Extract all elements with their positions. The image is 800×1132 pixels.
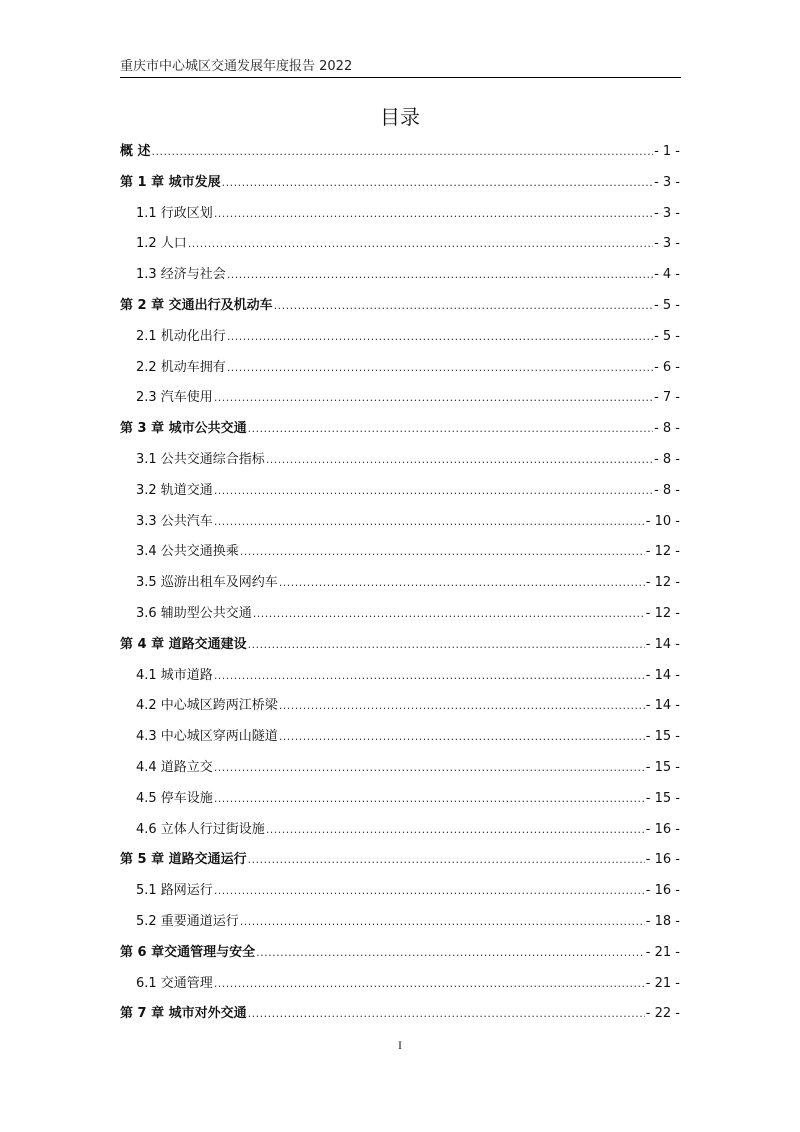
toc-entry-page: - 5 - xyxy=(654,328,680,344)
toc-chapter-entry[interactable] xyxy=(120,173,680,204)
toc-section-entry[interactable] xyxy=(120,727,680,758)
dot-leader xyxy=(248,850,645,870)
toc-entry-page: - 8 - xyxy=(654,451,680,467)
dot-leader xyxy=(214,789,645,809)
toc-chapter-entry[interactable] xyxy=(120,850,680,881)
toc-title: 目录 xyxy=(380,105,420,129)
dot-leader xyxy=(152,142,654,162)
toc-entry-label: 2.1 机动化出行 xyxy=(136,328,226,344)
toc-section-entry[interactable] xyxy=(120,820,680,851)
toc-section-entry[interactable] xyxy=(120,542,680,573)
toc-entry-label: 2.2 机动车拥有 xyxy=(136,359,226,375)
toc-section-entry[interactable] xyxy=(120,758,680,789)
toc-entry-label: 4.5 停车设施 xyxy=(136,790,213,806)
toc-entry-page: - 10 - xyxy=(645,513,680,529)
toc-section-entry[interactable] xyxy=(120,481,680,512)
toc-entry-label: 第 1 章 城市发展 xyxy=(120,174,221,190)
dot-leader xyxy=(240,542,645,562)
toc-section-entry[interactable] xyxy=(120,912,680,943)
toc-section-entry[interactable] xyxy=(120,358,680,389)
toc-entry-page: - 3 - xyxy=(654,205,680,221)
dot-leader xyxy=(256,943,645,963)
toc-entry-label: 第 6 章交通管理与安全 xyxy=(120,944,256,960)
toc-entry-page: - 14 - xyxy=(645,698,680,714)
toc-chapter-entry[interactable] xyxy=(120,635,680,666)
toc-entry-label: 3.6 辅助型公共交通 xyxy=(136,605,252,621)
toc-entry-page: - 21 - xyxy=(645,975,680,991)
dot-leader xyxy=(214,204,653,224)
toc-entry-label: 3.2 轨道交通 xyxy=(136,482,213,498)
toc-entry-page: - 14 - xyxy=(645,667,680,683)
toc-section-entry[interactable] xyxy=(120,388,680,419)
toc-entry-label: 4.4 道路立交 xyxy=(136,759,213,775)
dot-leader xyxy=(227,265,653,285)
toc-entry-page: - 4 - xyxy=(654,267,680,283)
page-number: I xyxy=(398,1038,402,1052)
toc-entry-page: - 16 - xyxy=(645,852,680,868)
toc-entry-page: - 8 - xyxy=(654,421,680,437)
toc-entry-page: - 3 - xyxy=(654,236,680,252)
toc-section-entry[interactable] xyxy=(120,265,680,296)
toc-section-entry[interactable] xyxy=(120,450,680,481)
toc-entry-page: - 15 - xyxy=(645,729,680,745)
dot-leader xyxy=(188,234,653,254)
toc-entry-page: - 16 - xyxy=(645,821,680,837)
dot-leader xyxy=(274,296,653,316)
toc-section-entry[interactable] xyxy=(120,974,680,1005)
toc-chapter-entry[interactable] xyxy=(120,296,680,327)
toc-entry-label: 第 5 章 道路交通运行 xyxy=(120,852,247,868)
toc-chapter-entry[interactable] xyxy=(120,1004,680,1035)
dot-leader xyxy=(214,974,645,994)
toc-entry-page: - 22 - xyxy=(645,1006,680,1022)
toc-entry-page: - 6 - xyxy=(654,359,680,375)
toc-entry-label: 5.2 重要通道运行 xyxy=(136,913,239,929)
dot-leader xyxy=(248,635,645,655)
dot-leader xyxy=(266,450,653,470)
toc-section-entry[interactable] xyxy=(120,204,680,235)
dot-leader xyxy=(279,573,645,593)
dot-leader xyxy=(214,881,645,901)
toc-entry-label: 4.6 立体人行过街设施 xyxy=(136,821,265,837)
dot-leader xyxy=(279,696,645,716)
toc-entry-label: 4.3 中心城区穿两山隧道 xyxy=(136,729,278,745)
dot-leader xyxy=(279,727,645,747)
dot-leader xyxy=(222,173,653,193)
toc-section-entry[interactable] xyxy=(120,666,680,697)
dot-leader xyxy=(248,419,653,439)
toc-entry-label: 第 2 章 交通出行及机动车 xyxy=(120,297,273,313)
toc-entry-label: 3.3 公共汽车 xyxy=(136,513,213,529)
toc-section-entry[interactable] xyxy=(120,604,680,635)
toc-entry-page: - 15 - xyxy=(645,790,680,806)
toc-entry-page: - 18 - xyxy=(645,913,680,929)
toc-chapter-entry[interactable] xyxy=(120,419,680,450)
toc-section-entry[interactable] xyxy=(120,234,680,265)
toc-entry-label: 4.1 城市道路 xyxy=(136,667,213,683)
toc-section-entry[interactable] xyxy=(120,789,680,820)
dot-leader xyxy=(248,1004,645,1024)
toc-section-entry[interactable] xyxy=(120,696,680,727)
dot-leader xyxy=(240,912,645,932)
toc-entry-label: 2.3 汽车使用 xyxy=(136,390,213,406)
toc-section-entry[interactable] xyxy=(120,573,680,604)
toc-entry-label: 概 述 xyxy=(120,144,151,159)
toc-chapter-entry[interactable] xyxy=(120,943,680,974)
toc-entry-label: 4.2 中心城区跨两江桥梁 xyxy=(136,698,278,714)
toc-entry-label: 1.1 行政区划 xyxy=(136,205,213,221)
toc-entry-page: - 8 - xyxy=(654,482,680,498)
toc-entry-label: 3.5 巡游出租车及网约车 xyxy=(136,575,278,591)
toc-entry-label: 3.1 公共交通综合指标 xyxy=(136,451,265,467)
toc-entry-page: - 16 - xyxy=(645,883,680,899)
dot-leader xyxy=(253,604,645,624)
toc-entry-page: - 14 - xyxy=(645,636,680,652)
dot-leader xyxy=(227,327,653,347)
toc-entry-page: - 12 - xyxy=(645,605,680,621)
toc-entry-label: 6.1 交通管理 xyxy=(136,975,213,991)
dot-leader xyxy=(214,758,645,778)
toc-entry-page: - 12 - xyxy=(645,544,680,560)
toc-entry-label: 第 4 章 道路交通建设 xyxy=(120,636,247,652)
toc-entry-label: 5.1 路网运行 xyxy=(136,883,213,899)
toc-entry-label: 1.2 人口 xyxy=(136,236,187,252)
dot-leader xyxy=(214,388,653,408)
dot-leader xyxy=(214,512,645,532)
toc-entry-page: - 3 - xyxy=(654,174,680,190)
toc-section-entry[interactable] xyxy=(120,512,680,543)
dot-leader xyxy=(214,666,645,686)
toc-entry-page: - 12 - xyxy=(645,575,680,591)
table-of-contents xyxy=(120,142,680,1035)
toc-entry-page: - 15 - xyxy=(645,759,680,775)
dot-leader xyxy=(266,820,645,840)
toc-section-entry[interactable] xyxy=(120,327,680,358)
dot-leader xyxy=(227,358,653,378)
toc-entry-page: - 21 - xyxy=(645,944,680,960)
toc-section-entry[interactable] xyxy=(120,881,680,912)
running-header: 重庆市中心城区交通发展年度报告 2022 xyxy=(120,59,353,74)
dot-leader xyxy=(214,481,653,501)
toc-entry-label: 第 3 章 城市公共交通 xyxy=(120,421,247,437)
toc-entry-label: 第 7 章 城市对外交通 xyxy=(120,1006,247,1022)
toc-entry-page: - 1 - xyxy=(654,144,680,159)
toc-entry-label: 1.3 经济与社会 xyxy=(136,267,226,283)
toc-entry-page: - 7 - xyxy=(654,390,680,406)
toc-entry-label: 3.4 公共交通换乘 xyxy=(136,544,239,560)
toc-chapter-entry[interactable] xyxy=(120,142,680,173)
header-divider xyxy=(120,77,681,78)
toc-entry-page: - 5 - xyxy=(654,297,680,313)
